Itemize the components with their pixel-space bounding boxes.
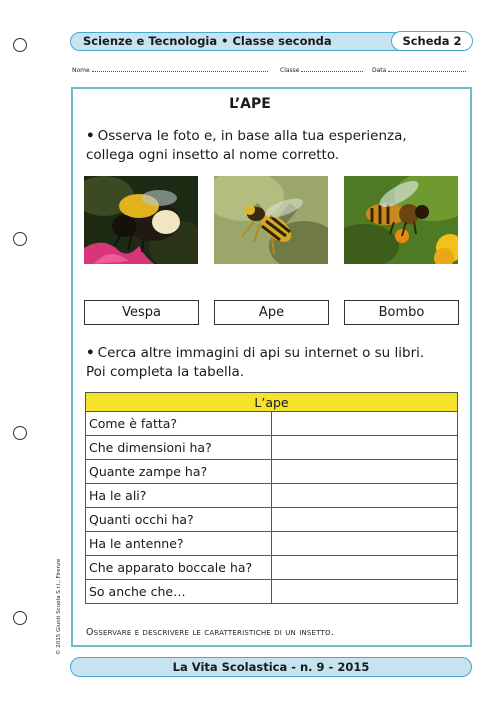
table-question: Ha le antenne? bbox=[86, 532, 272, 556]
exercise-2-instructions bbox=[86, 344, 424, 382]
table-row bbox=[86, 580, 458, 604]
exercise-1-line-2: collega ogni insetto al nome corretto. bbox=[86, 147, 340, 163]
table-header: L’ape bbox=[86, 393, 458, 412]
table-answer-cell[interactable] bbox=[272, 412, 458, 436]
table-question: Ha le ali? bbox=[86, 484, 272, 508]
label-box-ape[interactable]: Ape bbox=[214, 300, 329, 325]
subject-label: Scienze e Tecnologia • Classe seconda bbox=[83, 34, 332, 48]
binder-hole-2 bbox=[13, 232, 27, 246]
table-answer-cell[interactable] bbox=[272, 484, 458, 508]
name-field[interactable] bbox=[72, 66, 268, 74]
footer-bar: La Vita Scolastica - n. 9 - 2015 bbox=[70, 657, 472, 677]
bee-table bbox=[85, 392, 458, 604]
copyright-notice: © 2015 Giunti Scuola S.r.l., Firenze bbox=[56, 558, 62, 655]
table-header-row bbox=[86, 393, 458, 412]
class-label: Classe bbox=[280, 67, 300, 74]
table-answer-cell[interactable] bbox=[272, 460, 458, 484]
table-row bbox=[86, 412, 458, 436]
exercise-1-line-1: Osserva le foto e, in base alla tua esperienza, bbox=[97, 128, 407, 144]
date-field[interactable] bbox=[372, 66, 466, 74]
worksheet-title: L’APE bbox=[229, 96, 271, 112]
binder-hole-1 bbox=[13, 38, 27, 52]
table-row bbox=[86, 460, 458, 484]
table-row bbox=[86, 484, 458, 508]
sheet-tab: Scheda 2 bbox=[391, 31, 473, 51]
wasp-photo[interactable] bbox=[214, 176, 328, 264]
binder-hole-4 bbox=[13, 611, 27, 625]
table-question: Che apparato boccale ha? bbox=[86, 556, 272, 580]
bullet-icon: • bbox=[86, 345, 95, 361]
table-answer-cell[interactable] bbox=[272, 580, 458, 604]
table-question: Quante zampe ha? bbox=[86, 460, 272, 484]
exercise-2-line-2: Poi completa la tabella. bbox=[86, 364, 245, 380]
bumblebee-photo[interactable] bbox=[84, 176, 198, 264]
table-row bbox=[86, 508, 458, 532]
table-answer-cell[interactable] bbox=[272, 556, 458, 580]
table-question: So anche che… bbox=[86, 580, 272, 604]
class-field[interactable] bbox=[280, 66, 363, 74]
date-label: Data bbox=[372, 67, 387, 74]
table-row bbox=[86, 532, 458, 556]
table-answer-cell[interactable] bbox=[272, 436, 458, 460]
table-question: Come è fatta? bbox=[86, 412, 272, 436]
binder-hole-3 bbox=[13, 426, 27, 440]
label-box-vespa[interactable]: Vespa bbox=[84, 300, 199, 325]
table-answer-cell[interactable] bbox=[272, 508, 458, 532]
exercise-1-instructions bbox=[86, 127, 407, 165]
exercise-2-line-1: Cerca altre immagini di api su internet o su libri. bbox=[97, 345, 425, 361]
table-row bbox=[86, 436, 458, 460]
bee-photo[interactable] bbox=[344, 176, 458, 264]
table-row bbox=[86, 556, 458, 580]
learning-objective: Osservare e descrivere le caratteristiche di un insetto. bbox=[86, 627, 334, 638]
bullet-icon: • bbox=[86, 128, 95, 144]
table-answer-cell[interactable] bbox=[272, 532, 458, 556]
table-question: Che dimensioni ha? bbox=[86, 436, 272, 460]
table-question: Quanti occhi ha? bbox=[86, 508, 272, 532]
header-bar bbox=[70, 32, 472, 51]
label-box-bombo[interactable]: Bombo bbox=[344, 300, 459, 325]
name-label: Nome bbox=[72, 67, 90, 74]
